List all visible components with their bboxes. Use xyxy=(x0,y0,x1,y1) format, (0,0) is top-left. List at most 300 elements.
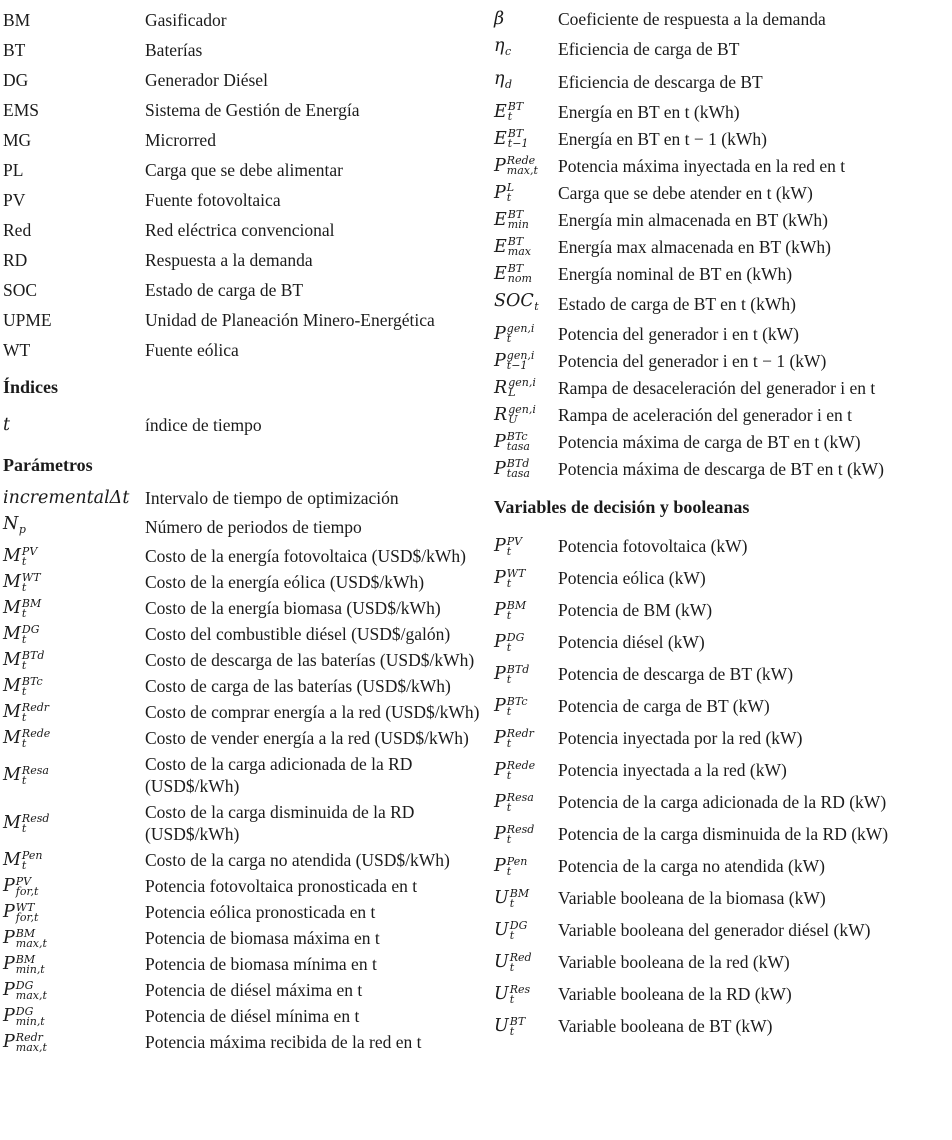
symbol-base: M xyxy=(3,850,21,870)
term-definition: Potencia del generador i en t − 1 (kW) xyxy=(558,350,827,371)
symbol-base: η xyxy=(494,68,505,89)
symbol-subscript: min,t xyxy=(15,1014,45,1028)
symbol-scripts xyxy=(21,622,40,646)
symbol-base: M xyxy=(3,624,21,644)
term-definition: Microrred xyxy=(145,130,216,150)
term-definition: Potencia de biomasa máxima en t xyxy=(145,928,380,948)
symbol-scripts xyxy=(508,378,536,398)
term-definition: Costo de la energía eólica (USD$/kWh) xyxy=(145,572,425,592)
symbol-scripts xyxy=(21,596,42,620)
symbol-subscript: c xyxy=(505,44,512,58)
symbol-subscript: t xyxy=(506,832,512,846)
term-symbol xyxy=(494,405,536,425)
symbol-base: P xyxy=(3,1032,15,1052)
symbol-subscript: t xyxy=(21,632,27,646)
term-symbol xyxy=(3,160,23,180)
term-symbol-cell xyxy=(494,695,558,717)
term-symbol xyxy=(3,980,47,1000)
symbol-superscript: gen,i xyxy=(508,403,536,416)
term-definition: Potencia inyectada por la red (kW) xyxy=(558,728,803,748)
nomenclature-row xyxy=(3,799,491,847)
symbol-scripts xyxy=(509,1014,526,1038)
symbol-superscript: WT xyxy=(21,570,41,584)
term-definition: Potencia máxima de descarga de BT en t (kW) xyxy=(558,458,884,479)
term-definition: Fuente eólica xyxy=(145,340,239,360)
term-symbol-cell xyxy=(494,209,558,231)
term-definition: Potencia de carga de BT (kW) xyxy=(558,696,770,716)
term-symbol xyxy=(3,280,37,300)
term-symbol xyxy=(494,183,514,203)
symbol-base: SOC xyxy=(3,280,38,300)
term-symbol xyxy=(3,415,10,435)
symbol-scripts xyxy=(21,811,50,835)
symbol-superscript: Resa xyxy=(21,763,49,777)
nomenclature-row xyxy=(494,233,950,260)
term-symbol-cell xyxy=(494,458,558,480)
symbol-superscript: Rede xyxy=(506,154,536,167)
symbol-scripts xyxy=(508,210,529,230)
term-definition: Potencia máxima inyectada en la red en t xyxy=(558,155,846,176)
symbol-base: R xyxy=(494,377,508,398)
term-symbol-cell xyxy=(494,182,558,204)
term-symbol xyxy=(494,600,526,620)
term-symbol xyxy=(494,378,536,398)
symbol-superscript: BM xyxy=(506,598,527,612)
term-symbol-cell xyxy=(494,951,558,973)
symbol-superscript: BTc xyxy=(506,694,528,708)
term-symbol xyxy=(3,728,50,748)
nomenclature-row xyxy=(3,65,491,95)
symbol-base: P xyxy=(494,792,506,812)
term-symbol xyxy=(3,650,44,670)
nomenclature-row xyxy=(3,245,491,275)
term-symbol-cell xyxy=(3,39,145,61)
symbol-superscript: PV xyxy=(506,534,523,548)
term-symbol xyxy=(3,624,40,644)
nomenclature-row xyxy=(494,98,950,125)
term-symbol xyxy=(494,792,534,812)
nomenclature-row xyxy=(494,455,950,482)
symbol-subscript: d xyxy=(505,77,513,91)
symbol-scripts xyxy=(508,129,529,149)
term-symbol-cell xyxy=(494,727,558,749)
term-symbol xyxy=(494,324,534,344)
symbol-scripts xyxy=(21,726,51,750)
symbol-base: M xyxy=(3,650,21,670)
term-definition: Potencia inyectada a la red (kW) xyxy=(558,760,787,780)
symbol-superscript: BT xyxy=(507,100,524,113)
term-definition: Número de periodos de tiempo xyxy=(145,517,362,537)
symbol-scripts xyxy=(15,926,47,950)
symbol-base: N xyxy=(3,514,19,534)
term-symbol-cell xyxy=(494,35,558,63)
nomenclature-row xyxy=(494,978,950,1010)
nomenclature-row xyxy=(3,977,491,1003)
term-symbol xyxy=(3,954,45,974)
symbol-subscript: t xyxy=(21,684,27,698)
nomenclature-row xyxy=(3,925,491,951)
term-symbol xyxy=(494,536,522,556)
term-symbol-cell xyxy=(3,9,145,31)
symbol-base: P xyxy=(3,1006,15,1026)
nomenclature-row xyxy=(3,569,491,595)
term-symbol xyxy=(494,237,531,257)
symbol-base: M xyxy=(3,702,21,722)
symbol-base: P xyxy=(494,536,506,556)
term-definition: Costo de carga de las baterías (USD$/kWh) xyxy=(145,676,451,696)
nomenclature-row xyxy=(3,725,491,751)
symbol-subscript: nom xyxy=(507,272,532,285)
term-symbol-cell xyxy=(3,414,145,436)
symbol-base: P xyxy=(494,632,506,652)
symbol-base: M xyxy=(3,546,21,566)
term-symbol xyxy=(494,102,523,122)
symbol-subscript: max,t xyxy=(15,1040,47,1054)
term-symbol-cell xyxy=(3,812,145,834)
term-symbol xyxy=(3,902,38,922)
symbol-subscript: t xyxy=(21,710,27,724)
term-definition: Energía en BT en t − 1 (kWh) xyxy=(558,128,767,149)
nomenclature-row xyxy=(3,873,491,899)
term-definition: Estado de carga de BT xyxy=(145,280,304,300)
term-definition: Potencia de la carga disminuida de la RD (kW) xyxy=(558,824,889,844)
term-definition: Variable booleana de la red (kW) xyxy=(558,952,790,972)
term-symbol xyxy=(494,1016,525,1036)
symbol-subscript: t xyxy=(506,768,512,782)
symbol-base: E xyxy=(494,209,507,230)
symbol-subscript: min,t xyxy=(15,962,45,976)
symbol-base: EMS xyxy=(3,100,39,120)
nomenclature-row xyxy=(494,530,950,562)
symbol-base: DG xyxy=(3,70,29,90)
nomenclature-row xyxy=(494,594,950,626)
term-symbol xyxy=(3,702,49,722)
symbol-superscript: BT xyxy=(507,208,524,221)
nomenclature-row xyxy=(494,65,950,98)
term-symbol xyxy=(3,928,47,948)
term-definition: Potencia fotovoltaica (kW) xyxy=(558,536,748,556)
term-definition: Unidad de Planeación Minero-Energética xyxy=(145,310,435,330)
symbol-base: BM xyxy=(3,10,31,30)
nomenclature-row xyxy=(3,335,491,365)
term-symbol-cell xyxy=(494,155,558,177)
nomenclature-row xyxy=(3,621,491,647)
symbol-scripts xyxy=(21,544,38,568)
symbol-subscript: t xyxy=(509,1024,515,1038)
term-symbol-cell xyxy=(494,759,558,781)
nomenclature-row xyxy=(3,485,491,511)
symbol-base: P xyxy=(494,350,506,371)
symbol-scripts xyxy=(506,822,535,846)
symbol-base: P xyxy=(494,600,506,620)
symbol-base: P xyxy=(494,323,506,344)
symbol-subscript: t xyxy=(506,800,512,814)
symbol-subscript: t xyxy=(509,896,515,910)
term-symbol-cell xyxy=(494,983,558,1005)
term-symbol-cell xyxy=(3,675,145,697)
nomenclature-row xyxy=(494,5,950,32)
symbol-base: UPME xyxy=(3,310,52,330)
symbol-base: P xyxy=(3,954,15,974)
symbol-subscript: t−1 xyxy=(507,137,529,150)
symbol-superscript: Resd xyxy=(21,811,50,825)
term-definition: Coeficiente de respuesta a la demanda xyxy=(558,8,826,29)
symbol-base: P xyxy=(3,928,15,948)
symbol-scripts xyxy=(509,886,530,910)
term-symbol xyxy=(3,100,39,120)
symbol-subscript: t xyxy=(506,736,512,750)
term-symbol-cell xyxy=(494,323,558,345)
term-symbol xyxy=(494,856,527,876)
nomenclature-row xyxy=(494,1010,950,1042)
term-symbol-cell xyxy=(494,599,558,621)
symbol-base: PV xyxy=(3,190,26,210)
symbol-base: M xyxy=(3,765,21,785)
term-definition: Sistema de Gestión de Energía xyxy=(145,100,360,120)
symbol-base: E xyxy=(494,263,507,284)
symbol-base: PL xyxy=(3,160,24,180)
term-definition: Estado de carga de BT en t (kWh) xyxy=(558,293,796,314)
symbol-base: P xyxy=(494,824,506,844)
term-definition: Energía nominal de BT en (kWh) xyxy=(558,263,793,284)
term-symbol xyxy=(494,888,529,908)
nomenclature-row xyxy=(494,946,950,978)
term-definition: Potencia de biomasa mínima en t xyxy=(145,954,377,974)
nomenclature-row xyxy=(3,35,491,65)
term-definition: Potencia de diésel máxima en t xyxy=(145,980,363,1000)
term-definition: Costo de la carga no atendida (USD$/kWh) xyxy=(145,850,450,870)
term-definition: Potencia eólica (kW) xyxy=(558,568,706,588)
symbol-subscript: p xyxy=(18,523,26,536)
nomenclature-row xyxy=(3,5,491,35)
symbol-base: U xyxy=(494,888,509,908)
symbol-scripts xyxy=(506,566,526,590)
term-symbol xyxy=(494,632,524,652)
symbol-base: P xyxy=(3,902,15,922)
symbol-superscript: Res xyxy=(509,982,531,996)
symbol-subscript: tasa xyxy=(506,467,530,480)
term-definition: Costo de la energía biomasa (USD$/kWh) xyxy=(145,598,441,618)
nomenclature-row xyxy=(3,407,491,443)
symbol-subscript: max,t xyxy=(15,936,47,950)
term-symbol xyxy=(494,264,532,284)
term-symbol xyxy=(494,728,534,748)
symbol-superscript: BM xyxy=(21,596,42,610)
symbol-base: E xyxy=(494,128,507,149)
nomenclature-row xyxy=(494,786,950,818)
term-symbol xyxy=(494,696,528,716)
symbol-scripts xyxy=(21,570,41,594)
symbol-base: t xyxy=(3,415,11,435)
nomenclature-row xyxy=(3,511,491,543)
term-definition: Intervalo de tiempo de optimización xyxy=(145,488,399,508)
term-definition: Energía en BT en t (kWh) xyxy=(558,101,740,122)
symbol-base: U xyxy=(494,984,509,1004)
nomenclature-row xyxy=(3,155,491,185)
term-symbol-cell xyxy=(3,1031,145,1053)
term-symbol-cell xyxy=(494,128,558,150)
term-symbol xyxy=(494,156,538,176)
term-symbol-cell xyxy=(494,101,558,123)
term-symbol-cell xyxy=(494,236,558,258)
nomenclature-row xyxy=(494,320,950,347)
symbol-superscript: Redr xyxy=(506,726,534,740)
symbol-base: P xyxy=(494,155,506,176)
term-symbol-cell xyxy=(494,919,558,941)
symbol-base: P xyxy=(494,431,506,452)
term-symbol-cell xyxy=(3,597,145,619)
nomenclature-row xyxy=(3,595,491,621)
term-definition: Variable booleana del generador diésel (kW) xyxy=(558,920,871,940)
term-definition: Costo de descarga de las baterías (USD$/kWh) xyxy=(145,650,475,670)
symbol-subscript: L xyxy=(508,386,516,399)
term-symbol xyxy=(3,10,30,30)
symbol-base: M xyxy=(3,598,21,618)
symbol-superscript: DG xyxy=(21,622,40,636)
term-definition: Generador Diésel xyxy=(145,70,268,90)
term-symbol-cell xyxy=(3,189,145,211)
term-symbol xyxy=(494,432,530,452)
nomenclature-row xyxy=(3,673,491,699)
symbol-subscript: t−1 xyxy=(506,359,528,372)
nomenclature-row xyxy=(3,847,491,873)
term-symbol-cell xyxy=(3,875,145,897)
symbol-scripts xyxy=(506,534,523,558)
term-symbol xyxy=(494,69,512,89)
symbol-subscript: t xyxy=(506,576,512,590)
symbol-scripts xyxy=(508,102,523,122)
term-definition: Carga que se debe alimentar xyxy=(145,160,343,180)
symbol-scripts xyxy=(506,726,534,750)
term-definition: índice de tiempo xyxy=(145,415,262,435)
nomenclature-row xyxy=(494,401,950,428)
term-definition: Eficiencia de descarga de BT xyxy=(558,71,763,92)
symbol-base: BT xyxy=(3,40,26,60)
term-symbol xyxy=(494,210,529,230)
nomenclature-row xyxy=(494,206,950,233)
term-symbol-cell xyxy=(494,404,558,426)
symbol-subscript: t xyxy=(506,191,512,204)
term-definition: Potencia máxima de carga de BT en t (kW) xyxy=(558,431,861,452)
symbol-superscript: Redr xyxy=(15,1030,43,1044)
term-symbol xyxy=(494,459,530,479)
nomenclature-row xyxy=(494,32,950,65)
nomenclature-row xyxy=(3,275,491,305)
symbol-base: P xyxy=(494,182,506,203)
symbol-subscript: max,t xyxy=(506,164,538,177)
symbol-subscript: t xyxy=(21,554,27,568)
term-definition: Red eléctrica convencional xyxy=(145,220,335,240)
symbol-superscript: DG xyxy=(15,1004,34,1018)
symbol-superscript: gen,i xyxy=(506,322,535,335)
nomenclature-row xyxy=(494,914,950,946)
term-symbol-cell xyxy=(3,219,145,241)
term-definition: Variable booleana de BT (kW) xyxy=(558,1016,773,1036)
nomenclature-row xyxy=(494,428,950,455)
symbol-base: SOC xyxy=(494,290,534,311)
symbol-superscript: Pen xyxy=(506,854,528,868)
symbol-superscript: BT xyxy=(507,127,524,140)
symbol-base: P xyxy=(3,876,15,896)
nomenclature-row xyxy=(3,543,491,569)
nomenclature-row xyxy=(494,722,950,754)
nomenclature-row xyxy=(494,179,950,206)
symbol-subscript: t xyxy=(21,658,27,672)
nomenclature-row xyxy=(3,125,491,155)
symbol-base: RD xyxy=(3,250,28,270)
term-symbol xyxy=(3,765,49,785)
nomenclature-row xyxy=(494,882,950,914)
symbol-subscript: tasa xyxy=(506,440,530,453)
symbol-scripts xyxy=(21,763,49,787)
term-symbol xyxy=(494,291,539,311)
term-symbol-cell xyxy=(3,487,145,509)
term-symbol xyxy=(494,9,504,29)
term-definition: Potencia de descarga de BT (kW) xyxy=(558,664,794,684)
symbol-scripts xyxy=(508,237,531,257)
term-symbol xyxy=(494,129,528,149)
term-symbol xyxy=(494,36,511,56)
symbol-base: η xyxy=(494,35,505,56)
symbol-base: U xyxy=(494,1016,509,1036)
section-heading: Índices xyxy=(3,377,59,397)
term-symbol xyxy=(494,920,527,940)
nomenclature-row xyxy=(3,1029,491,1055)
nomenclature-row xyxy=(494,850,950,882)
term-symbol-cell xyxy=(3,764,145,786)
symbol-superscript: BTc xyxy=(21,674,43,688)
symbol-superscript: Resa xyxy=(506,790,534,804)
term-symbol-cell xyxy=(494,377,558,399)
symbol-superscript: gen,i xyxy=(506,349,535,362)
symbol-subscript: max,t xyxy=(15,988,47,1002)
term-definition: Costo de vender energía a la red (USD$/kWh) xyxy=(145,728,469,748)
term-symbol-cell xyxy=(3,953,145,975)
symbol-scripts xyxy=(21,648,45,672)
term-symbol-cell xyxy=(3,99,145,121)
symbol-scripts xyxy=(507,324,535,344)
term-symbol xyxy=(3,676,43,696)
term-symbol xyxy=(494,760,535,780)
nomenclature-row xyxy=(3,699,491,725)
term-symbol-cell xyxy=(3,309,145,331)
symbol-superscript: BT xyxy=(507,262,524,275)
nomenclature-row xyxy=(494,152,950,179)
nomenclature-row xyxy=(3,185,491,215)
term-definition: Fuente fotovoltaica xyxy=(145,190,281,210)
symbol-subscript: t xyxy=(506,864,512,878)
symbol-superscript: gen,i xyxy=(508,376,536,389)
symbol-superscript: BM xyxy=(509,886,530,900)
symbol-subscript: t xyxy=(507,110,513,123)
term-symbol-cell xyxy=(494,68,558,96)
term-definition: Gasificador xyxy=(145,10,227,30)
nomenclature-row xyxy=(3,215,491,245)
term-definition: Respuesta a la demanda xyxy=(145,250,313,270)
term-symbol-cell xyxy=(3,649,145,671)
symbol-base: R xyxy=(494,404,508,425)
symbol-base: U xyxy=(494,920,509,940)
symbol-subscript: t xyxy=(21,821,27,835)
symbol-base: β xyxy=(494,8,505,29)
symbol-subscript: t xyxy=(506,640,512,654)
symbol-base: P xyxy=(494,760,506,780)
symbol-base: P xyxy=(3,980,15,1000)
symbol-subscript: t xyxy=(509,960,515,974)
symbol-subscript: t xyxy=(509,992,515,1006)
nomenclature-row xyxy=(494,818,950,850)
term-definition: Rampa de aceleración del generador i en t xyxy=(558,404,852,425)
